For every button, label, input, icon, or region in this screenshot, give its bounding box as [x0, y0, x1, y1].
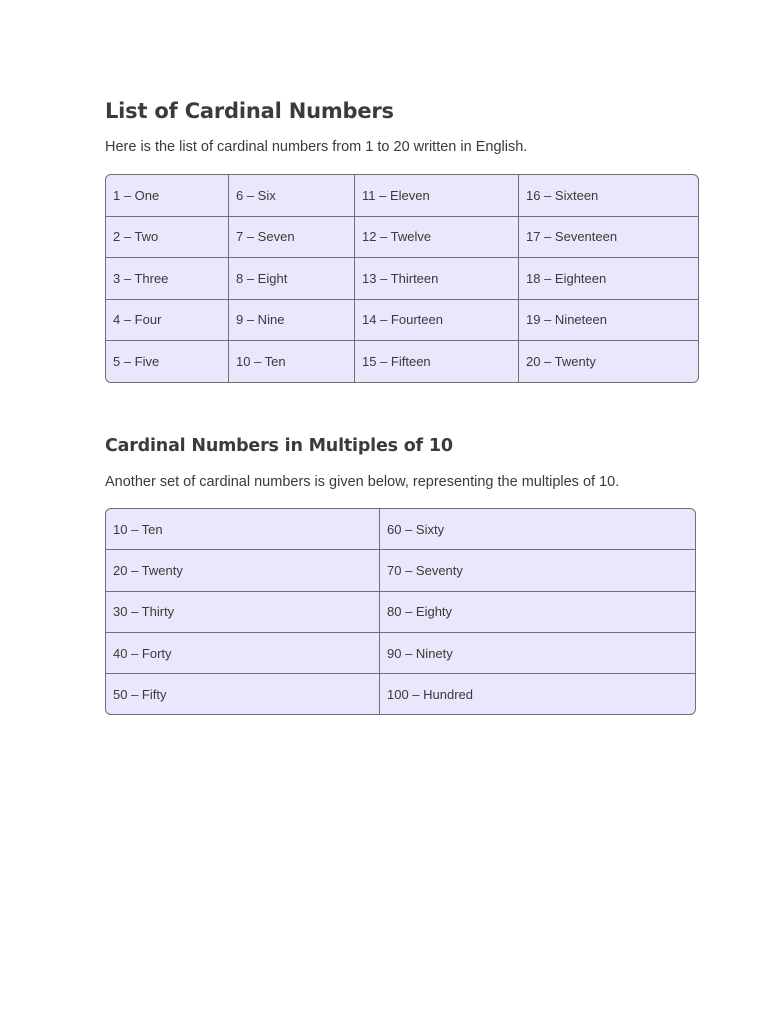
table-cell: 19 – Nineteen: [519, 300, 698, 342]
section-title-cardinal-numbers: List of Cardinal Numbers: [105, 99, 394, 123]
table-row: [106, 674, 695, 714]
table-cell: 30 – Thirty: [106, 592, 380, 633]
table-row: [106, 175, 698, 217]
table-cell: 18 – Eighteen: [519, 258, 698, 300]
table-cell: 20 – Twenty: [526, 353, 596, 369]
table-cell: 16 – Sixteen: [519, 175, 698, 217]
table-row: [106, 300, 698, 342]
table-cell: 12 – Twelve: [355, 217, 519, 259]
table-cell: 4 – Four: [106, 300, 229, 342]
table-row: [106, 341, 698, 382]
section-intro-multiples-of-10: Another set of cardinal numbers is given below, representing the multiples of 10.: [105, 474, 620, 490]
table-cell: 80 – Eighty: [380, 592, 695, 633]
table-cell: 100 – Hundred: [387, 686, 474, 702]
table-cell: 15 – Fifteen: [355, 341, 519, 382]
table-row: [106, 217, 698, 259]
table-row: [106, 592, 695, 633]
table-cell: 8 – Eight: [229, 258, 355, 300]
table-cell: 50 – Fifty: [106, 674, 380, 714]
table-row: [106, 509, 695, 550]
table-row: [106, 550, 695, 591]
table-cell: 17 – Seventeen: [519, 217, 698, 259]
multiples-of-10-table: [105, 508, 696, 715]
table-cell: 2 – Two: [106, 217, 229, 259]
table-cell: 20 – Twenty: [106, 550, 380, 591]
table-cell: 3 – Three: [106, 258, 229, 300]
table-cell: 13 – Thirteen: [355, 258, 519, 300]
table-cell: 6 – Six: [229, 175, 355, 217]
table-cell: 90 – Ninety: [380, 633, 695, 674]
table-cell: 1 – One: [106, 175, 229, 217]
section-intro-cardinal-numbers: Here is the list of cardinal numbers from 1 to 20 written in English.: [105, 139, 528, 155]
table-cell: 9 – Nine: [229, 300, 355, 342]
section-title-multiples-of-10: Cardinal Numbers in Multiples of 10: [105, 436, 453, 456]
table-cell: 5 – Five: [106, 341, 229, 382]
table-row: [106, 258, 698, 300]
table-cell: 60 – Sixty: [380, 509, 695, 550]
table-cell: 10 – Ten: [229, 341, 355, 382]
table-cell: 7 – Seven: [229, 217, 355, 259]
table-cell: 40 – Forty: [106, 633, 380, 674]
cardinal-numbers-table: [105, 174, 699, 383]
table-cell: 11 – Eleven: [355, 175, 519, 217]
table-cell: 14 – Fourteen: [355, 300, 519, 342]
table-row: [106, 633, 695, 674]
table-cell: 70 – Seventy: [380, 550, 695, 591]
table-cell: 10 – Ten: [106, 509, 380, 550]
